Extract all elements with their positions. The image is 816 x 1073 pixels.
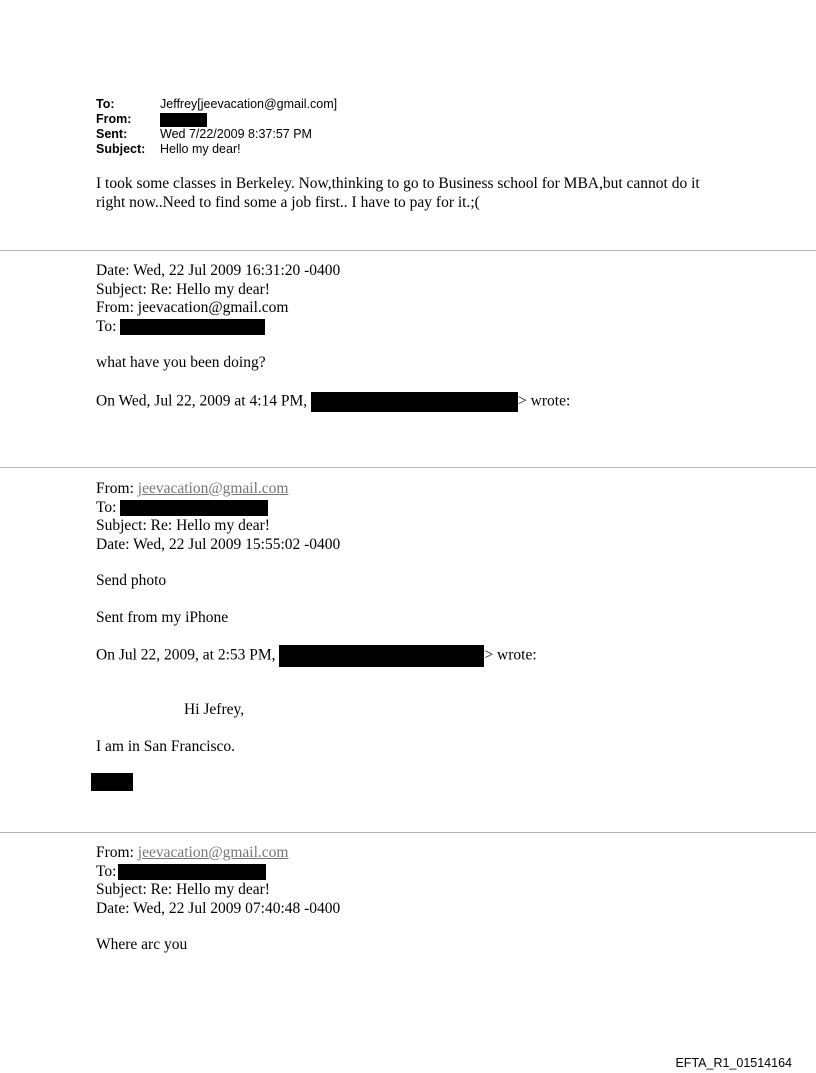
to-value: Jeffrey[jeevacation@gmail.com] xyxy=(160,97,338,111)
body-line: I took some classes in Berkeley. Now,thinking to go to Business school for MBA,but cannot do it xyxy=(96,175,700,192)
email-link[interactable]: jeevacation@gmail.com xyxy=(137,480,289,497)
to-line xyxy=(96,863,340,882)
divider xyxy=(0,250,816,251)
header-sent-row xyxy=(96,127,337,142)
from-label: From: xyxy=(96,112,132,126)
divider xyxy=(0,467,816,468)
header-from-row xyxy=(96,112,337,127)
subject-label: Subject: xyxy=(96,142,146,156)
date-line: Date: Wed, 22 Jul 2009 07:40:48 -0400 xyxy=(96,899,341,917)
from-line: From: jeevacation@gmail.com xyxy=(96,299,289,316)
header-subject-row xyxy=(96,142,337,157)
subject-value: Hello my dear! xyxy=(160,142,241,156)
quote-header xyxy=(96,645,537,667)
sent-label: Sent: xyxy=(96,127,128,141)
message-body: what have you been doing? xyxy=(96,354,266,371)
subject-line: Subject: Re: Hello my dear! xyxy=(96,517,270,534)
date-line: Date: Wed, 22 Jul 2009 15:55:02 -0400 xyxy=(96,535,341,553)
message-block xyxy=(96,844,340,918)
redaction-box xyxy=(120,319,265,335)
redaction-box xyxy=(279,645,484,667)
quote-suffix: > wrote: xyxy=(518,392,571,410)
header-to-row xyxy=(96,97,337,112)
to-label: To: xyxy=(96,862,117,880)
to-label: To: xyxy=(96,317,117,335)
divider xyxy=(0,832,816,833)
email-header xyxy=(96,97,337,157)
signature: Sent from my iPhone xyxy=(96,609,229,626)
to-line xyxy=(96,318,340,337)
redaction-box xyxy=(160,113,207,127)
quote-header xyxy=(96,392,570,412)
message-block xyxy=(96,480,340,554)
message-block xyxy=(96,262,340,336)
redaction-box xyxy=(120,500,268,516)
quote-prefix: On Jul 22, 2009, at 2:53 PM, xyxy=(96,646,276,664)
redaction-box xyxy=(91,773,133,791)
from-line xyxy=(96,844,340,863)
from-label: From: xyxy=(96,844,134,861)
message-body: Where arc you xyxy=(96,936,188,953)
subject-line: Subject: Re: Hello my dear! xyxy=(96,280,270,298)
message-body: Send photo xyxy=(96,572,167,589)
quoted-greeting: Hi Jefrey, xyxy=(184,701,245,718)
subject-line: Subject: Re: Hello my dear! xyxy=(96,881,270,898)
document-id: EFTA_R1_01514164 xyxy=(675,1056,792,1070)
date-line: Date: Wed, 22 Jul 2009 16:31:20 -0400 xyxy=(96,262,341,279)
from-label: From: xyxy=(96,480,134,497)
quoted-body: I am in San Francisco. xyxy=(96,738,236,755)
redaction-box xyxy=(311,392,518,412)
message-body xyxy=(96,175,700,212)
from-line xyxy=(96,480,340,499)
to-label: To: xyxy=(96,498,117,516)
redaction-box xyxy=(118,864,266,880)
to-line xyxy=(96,499,340,518)
quote-prefix: On Wed, Jul 22, 2009 at 4:14 PM, xyxy=(96,392,308,410)
email-link[interactable]: jeevacation@gmail.com xyxy=(137,844,289,861)
quote-suffix: > wrote: xyxy=(484,646,537,664)
to-label: To: xyxy=(96,97,115,111)
sent-value: Wed 7/22/2009 8:37:57 PM xyxy=(160,127,312,141)
body-line: right now..Need to find some a job first.. I have to pay for it.;( xyxy=(96,193,480,211)
